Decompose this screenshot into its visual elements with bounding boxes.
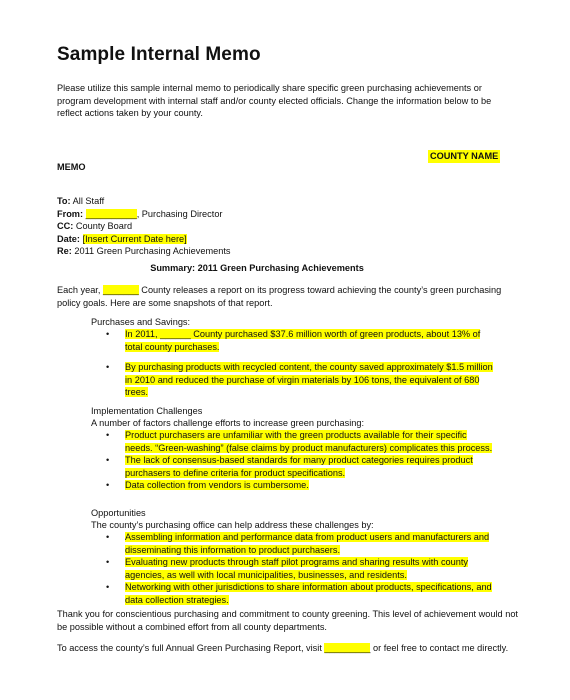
document-title: Sample Internal Memo — [57, 44, 261, 65]
list-item — [106, 328, 496, 353]
bullet-icon: • — [106, 455, 110, 466]
para1-post: County releases a report on its progress toward achieving the county’s green purchasing policy goals. Here are some snapshots of that report. — [57, 285, 502, 308]
bullet-icon: • — [106, 480, 110, 491]
section-title-challenges: Implementation Challenges — [91, 406, 203, 416]
bullet-text: In 2011, ______ County purchased $37.6 million worth of green products, about 13% of total county purchases. — [125, 329, 481, 352]
cc-label: CC: — [57, 221, 74, 232]
bullet-text: By purchasing products with recycled content, the county saved approximately $1.5 million in 2010 and reduced the purchase of virgin materials by 106 tons, the equivalent of 680 trees. — [125, 362, 493, 398]
bullet-list-purchases — [106, 328, 496, 399]
date-line — [57, 233, 357, 246]
section-intro-opportunities: The county’s purchasing office can help address these challenges by: — [91, 520, 374, 530]
memo-label: MEMO — [57, 162, 86, 172]
from-line — [57, 208, 357, 221]
bullet-list-opportunities — [106, 531, 496, 607]
section-intro-challenges: A number of factors challenge efforts to increase green purchasing: — [91, 418, 365, 428]
bullet-text: Evaluating new products through staff pilot programs and sharing results with county agencies, as well with local municipalities, businesses, and residents. — [125, 557, 469, 580]
from-label: From: — [57, 208, 84, 219]
bullet-text: Assembling information and performance data from product users and manufacturers and disseminating this information to product purchasers. — [125, 532, 490, 555]
list-item — [106, 429, 496, 454]
section-title-opportunities: Opportunities — [91, 508, 146, 518]
re-line — [57, 245, 357, 258]
from-blank: __________ — [85, 208, 137, 219]
intro-paragraph: Please utilize this sample internal memo to periodically share specific green purchasing achievements or program development with internal staff and/or county elected officials. Change the information below to be reflect actions taken by your county. — [57, 83, 492, 119]
from-value: , Purchasing Director — [136, 208, 223, 219]
list-item — [106, 556, 496, 581]
cc-line — [57, 220, 357, 233]
summary-paragraph — [57, 284, 517, 309]
bullet-spacer — [106, 353, 496, 361]
contact-paragraph — [57, 642, 527, 655]
outro2-pre: To access the county’s full Annual Green Purchasing Report, visit — [57, 643, 325, 653]
closing-paragraph: Thank you for conscientious purchasing and commitment to county greening. This level of achievement would not be possible without a combined effort from all county departments. — [57, 609, 518, 632]
re-value: 2011 Green Purchasing Achievements — [71, 246, 231, 257]
to-label: To: — [57, 196, 71, 206]
report-url-blank[interactable]: _________ — [324, 643, 371, 653]
section-title-purchases: Purchases and Savings: — [91, 317, 191, 327]
bullet-icon: • — [106, 329, 110, 339]
bullet-text: Networking with other jurisdictions to share information about products, specifications, and data collection strategies. — [125, 582, 492, 605]
re-label: Re: — [57, 246, 72, 257]
date-value: [Insert Current Date here] — [82, 233, 187, 244]
para1-pre: Each year, — [57, 285, 103, 295]
para1-blank: _______ — [102, 285, 139, 295]
date-label: Date: — [57, 233, 80, 244]
bullet-icon: • — [106, 557, 110, 568]
bullet-text: Product purchasers are unfamiliar with the green products available for their specific needs. “Green-washing” (false claims by product manufacturers) complicates this process. — [125, 430, 493, 453]
to-line — [57, 195, 357, 208]
county-name-placeholder: COUNTY NAME — [430, 151, 499, 161]
bullet-icon: • — [106, 362, 110, 373]
list-item — [106, 479, 496, 492]
list-item — [106, 531, 496, 556]
bullet-text: The lack of consensus-based standards for many product categories requires product purchasers to define criteria for product specifications. — [125, 455, 473, 478]
cc-value: County Board — [73, 221, 133, 232]
list-item — [106, 581, 496, 606]
bullet-icon: • — [106, 430, 110, 440]
outro2-post: or feel free to contact me directly. — [370, 643, 509, 653]
memo-header — [57, 195, 357, 258]
bullet-icon: • — [106, 532, 110, 542]
list-item — [106, 454, 496, 479]
list-item — [106, 361, 496, 399]
bullet-text: Data collection from vendors is cumbersome. — [125, 480, 309, 491]
to-value: All Staff — [70, 196, 105, 206]
bullet-list-challenges — [106, 429, 496, 492]
bullet-icon: • — [106, 582, 110, 593]
summary-heading: Summary: 2011 Green Purchasing Achievements — [150, 263, 364, 273]
